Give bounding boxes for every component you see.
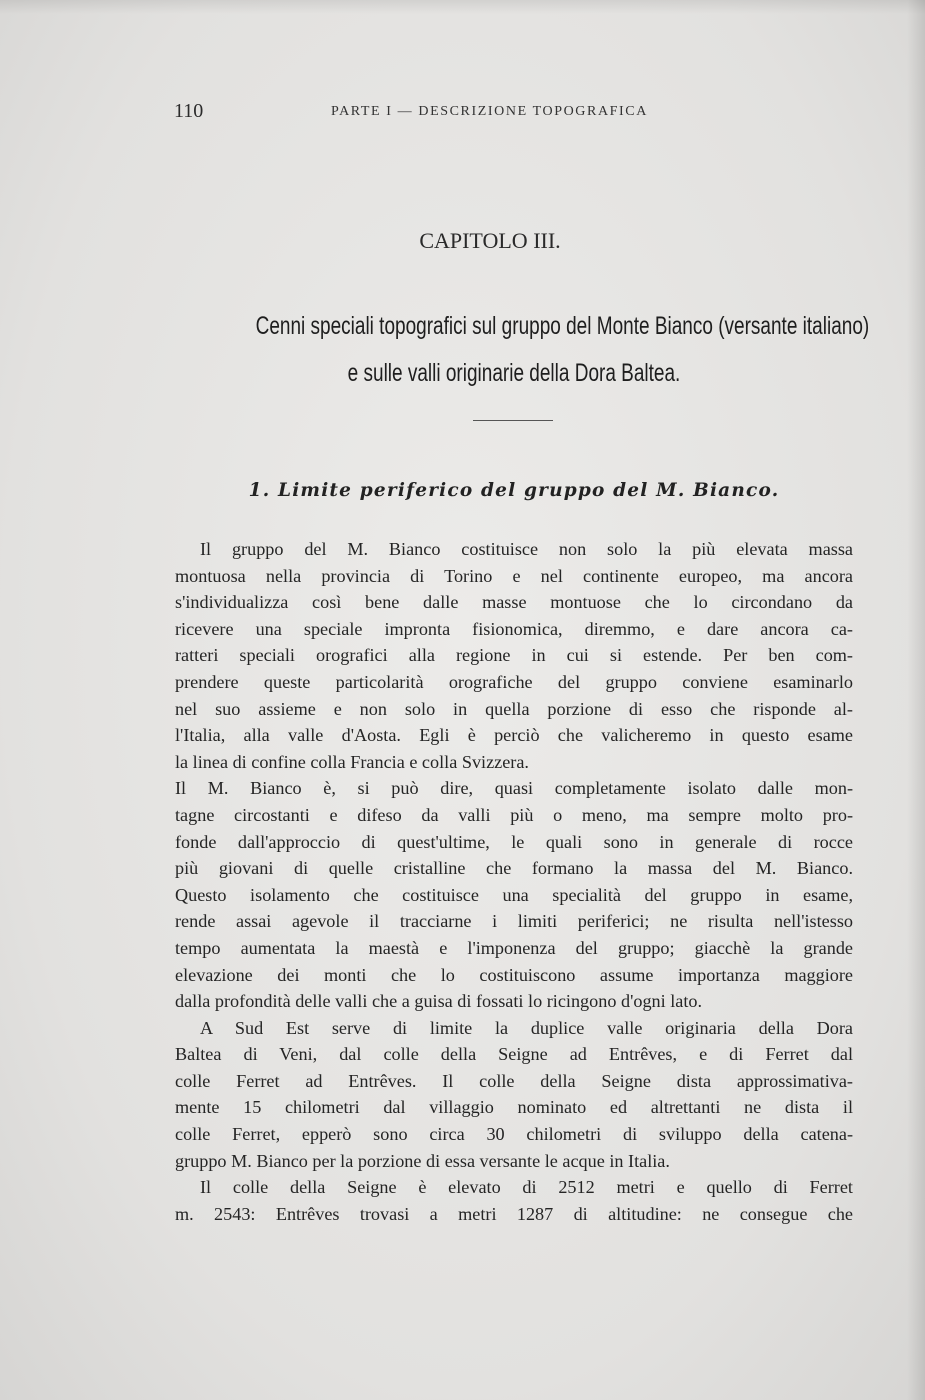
text-line: Il colle della Seigne è elevato di 2512 metri e quello di Ferret	[200, 1177, 853, 1198]
text-line: Il gruppo del M. Bianco costituisce non solo la più elevata massa	[200, 539, 853, 559]
page-top-shadow	[0, 0, 925, 14]
text-line: più giovani di quelle cristalline che formano la massa del M. Bianco.	[175, 858, 853, 879]
text-line: prendere queste particolarità orografiche del gruppo conviene esaminarlo	[175, 671, 853, 692]
text-line: Baltea di Veni, dal colle della Seigne ad Entrêves, e di Ferret dal	[175, 1044, 853, 1065]
text-line: mente 15 chilometri dal villaggio nominato ed altrettanti ne dista il	[175, 1097, 853, 1118]
text-line: tempo aumentata la maestà e l'imponenza del gruppo; giacchè la grande	[175, 937, 853, 958]
text-line: ratteri speciali orografici alla regione in cui si estende. Per ben com-	[175, 645, 853, 666]
page-number: 110	[174, 100, 204, 122]
page-right-shadow	[907, 0, 925, 1400]
text-line: colle Ferret, epperò sono circa 30 chilometri di sviluppo della catena-	[175, 1124, 853, 1145]
text-line: ricevere una speciale impronta fisionomica, diremmo, e dare ancora ca-	[175, 618, 853, 639]
body-text	[175, 536, 853, 1227]
text-line: tagne circostanti e difeso da valli più o meno, ma sempre molto pro-	[175, 804, 853, 825]
chapter-title	[255, 303, 870, 397]
page-header	[174, 100, 854, 124]
text-line: dalla profondità delle valli che a guisa di fossati lo ricingono d'ogni lato.	[175, 991, 703, 1012]
text-line: l'Italia, alla valle d'Aosta. Egli è perciò che valicheremo in questo esame	[175, 725, 853, 746]
running-head: PARTE I — DESCRIZIONE TOPOGRAFICA	[331, 104, 648, 119]
text-line: Questo isolamento che costituisce una specialità del gruppo in esame,	[175, 884, 853, 905]
text-line: rende assai agevole il tracciarne i limiti periferici; ne risulta nell'istesso	[175, 911, 853, 932]
chapter-heading: CAPITOLO III.	[419, 228, 561, 253]
section-heading: 1. Limite periferico del gruppo del M. Bianco.	[248, 480, 780, 501]
text-line: Il M. Bianco è, si può dire, quasi completamente isolato dalle mon-	[175, 778, 853, 799]
text-line: gruppo M. Bianco per la porzione di essa versante le acque in Italia.	[175, 1150, 670, 1171]
text-line: fonde dall'approccio di quest'ultime, le quali sono in generale di rocce	[175, 831, 853, 852]
text-line: colle Ferret ad Entrêves. Il colle della Seigne dista approssimativa-	[175, 1070, 853, 1091]
text-line: nel suo assieme e non solo in quella porzione di esso che risponde al-	[175, 698, 853, 719]
chapter-title-line-1: Cenni speciali topografici sul gruppo del Monte Bianco (versante italiano)	[255, 312, 870, 340]
divider-rule	[473, 420, 553, 421]
chapter-title-line-2: e sulle valli originarie della Dora Baltea.	[347, 359, 681, 387]
text-line: montuosa nella provincia di Torino e nel continente europeo, ma ancora	[175, 565, 853, 586]
text-line: elevazione dei monti che lo costituiscono assume importanza maggiore	[175, 964, 853, 985]
text-line: la linea di confine colla Francia e colla Svizzera.	[175, 751, 529, 772]
text-line: s'individualizza così bene dalle masse montuose che lo circondano da	[175, 592, 853, 613]
text-line: m. 2543: Entrêves trovasi a metri 1287 di altitudine: ne consegue che	[175, 1203, 853, 1224]
text-line: A Sud Est serve di limite la duplice valle originaria della Dora	[200, 1017, 853, 1038]
